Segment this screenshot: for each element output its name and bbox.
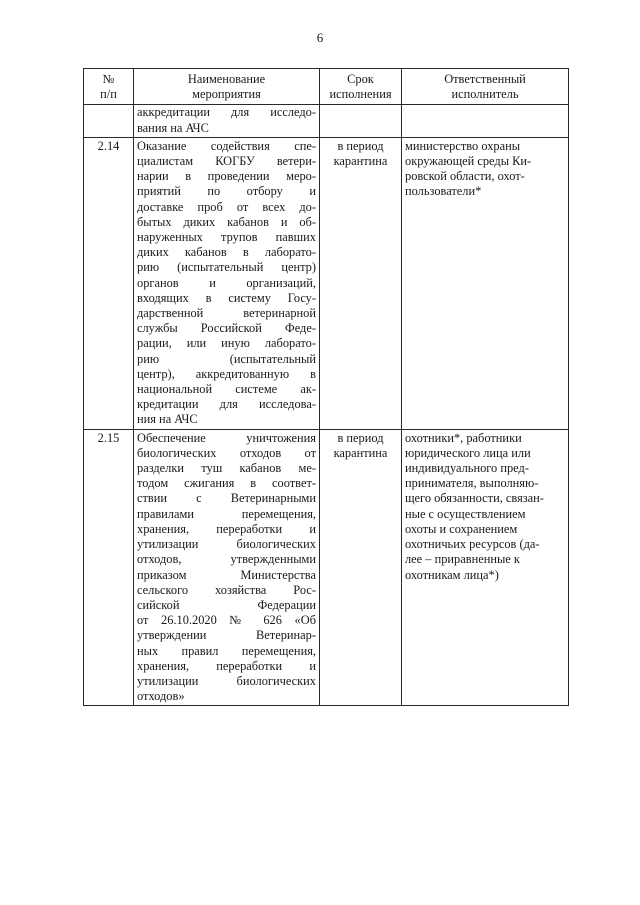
- description-line: отходов, утвержденными: [137, 552, 316, 567]
- description-line: рию (испытательный центр): [137, 260, 316, 275]
- header-name-line: мероприятия: [192, 87, 261, 102]
- description-line: бытых диких кабанов и об-: [137, 214, 316, 229]
- description-line: наруженных трупов павших: [137, 230, 316, 245]
- header-term-line: исполнения: [329, 87, 392, 102]
- row-responsible: [402, 429, 569, 706]
- header-responsible-line: Ответственный: [444, 72, 526, 86]
- responsible-line: ные с осуществлением: [405, 506, 526, 521]
- table-row: [84, 105, 569, 137]
- responsible-line: министерство охраны: [405, 138, 521, 153]
- page-number: 6: [316, 30, 324, 45]
- row-number: [84, 105, 134, 137]
- responsible-line: окружающей среды Ки-: [405, 154, 532, 169]
- description-line: утилизации биологических: [137, 673, 316, 688]
- table-header-row: [84, 69, 569, 105]
- row-term: [320, 105, 402, 137]
- row-description: [134, 429, 320, 706]
- description-line: сельского хозяйства Рос-: [137, 582, 316, 597]
- description-line: от 26.10.2020 № 626 «Об: [137, 613, 316, 628]
- description-line: диких кабанов в лаборато-: [137, 245, 316, 260]
- description-line: утверждении Ветеринар-: [137, 628, 316, 643]
- description-line: кредитации для исследова-: [137, 397, 316, 412]
- description-line: Оказание содействия спе-: [137, 138, 316, 153]
- description-line: ния на АЧС: [137, 412, 198, 427]
- description-line: Обеспечение уничтожения: [137, 430, 316, 445]
- header-number: [84, 69, 134, 105]
- description-line: аккредитации для исследо-: [137, 105, 316, 120]
- description-line: центр), аккредитованную в: [137, 366, 316, 381]
- description-line: дарственной ветеринарной: [137, 306, 316, 321]
- responsible-line: принимателя, выполняю-: [405, 476, 539, 491]
- description-line: рации, или иную лаборато-: [137, 336, 316, 351]
- term-line: карантина: [333, 154, 388, 169]
- row-description: [134, 137, 320, 429]
- responsible-line: охотники*, работники: [405, 430, 522, 445]
- description-line: отходов»: [137, 689, 185, 704]
- measures-table: [83, 68, 569, 706]
- description-line: хранения, переработки и: [137, 658, 316, 673]
- row-term: [320, 429, 402, 706]
- description-line: службы Российской Феде-: [137, 321, 316, 336]
- description-line: входящих в систему Госу-: [137, 290, 316, 305]
- term-line: карантина: [333, 445, 388, 460]
- description-line: тодом сжигания в соответ-: [137, 476, 316, 491]
- row-term: [320, 137, 402, 429]
- table-row: [84, 429, 569, 706]
- description-line: ных правил перемещения,: [137, 643, 316, 658]
- responsible-line: ровской области, охот-: [405, 169, 525, 184]
- header-number-line: п/п: [100, 87, 117, 102]
- row-number: 2.15: [84, 429, 134, 706]
- row-responsible: [402, 105, 569, 137]
- header-name: [134, 69, 320, 105]
- description-line: хранения, переработки и: [137, 521, 316, 536]
- row-number: 2.14: [84, 137, 134, 429]
- header-name-line: Наименование: [187, 72, 266, 86]
- responsible-line: охотничьих ресурсов (да-: [405, 537, 540, 552]
- term-line: в период: [337, 430, 384, 445]
- table-row: [84, 137, 569, 429]
- description-line: доставке проб от всех до-: [137, 199, 316, 214]
- description-line: приятий по отбору и: [137, 184, 316, 199]
- description-line: органов и организаций,: [137, 275, 316, 290]
- description-line: циалистам КОГБУ ветери-: [137, 154, 316, 169]
- header-number-line: №: [102, 72, 115, 86]
- row-responsible: [402, 137, 569, 429]
- description-line: утилизации биологических: [137, 537, 316, 552]
- description-line: рию (испытательный: [137, 351, 316, 366]
- header-term: [320, 69, 402, 105]
- description-line: сийской Федерации: [137, 597, 316, 612]
- row-description: [134, 105, 320, 137]
- header-term-line: Срок: [347, 72, 374, 86]
- description-line: приказом Министерства: [137, 567, 316, 582]
- header-responsible-line: исполнитель: [451, 87, 519, 102]
- responsible-line: пользователи*: [405, 184, 482, 199]
- description-line: нарии в проведении меро-: [137, 169, 316, 184]
- term-line: в период: [337, 138, 384, 153]
- header-responsible: [402, 69, 569, 105]
- description-line: ствии с Ветеринарными: [137, 491, 316, 506]
- description-line: разделки туш кабанов ме-: [137, 461, 316, 476]
- description-line: правилами перемещения,: [137, 506, 316, 521]
- responsible-line: охоты и сохранением: [405, 521, 518, 536]
- responsible-line: лее – приравненные к: [405, 552, 520, 567]
- description-line: биологических отходов от: [137, 445, 316, 460]
- description-line: национальной системе ак-: [137, 382, 316, 397]
- description-line: вания на АЧС: [137, 120, 209, 135]
- responsible-line: юридического лица или: [405, 445, 531, 460]
- responsible-line: индивидуального пред-: [405, 461, 529, 476]
- responsible-line: охотникам лица*): [405, 567, 499, 582]
- responsible-line: щего обязанности, связан-: [405, 491, 544, 506]
